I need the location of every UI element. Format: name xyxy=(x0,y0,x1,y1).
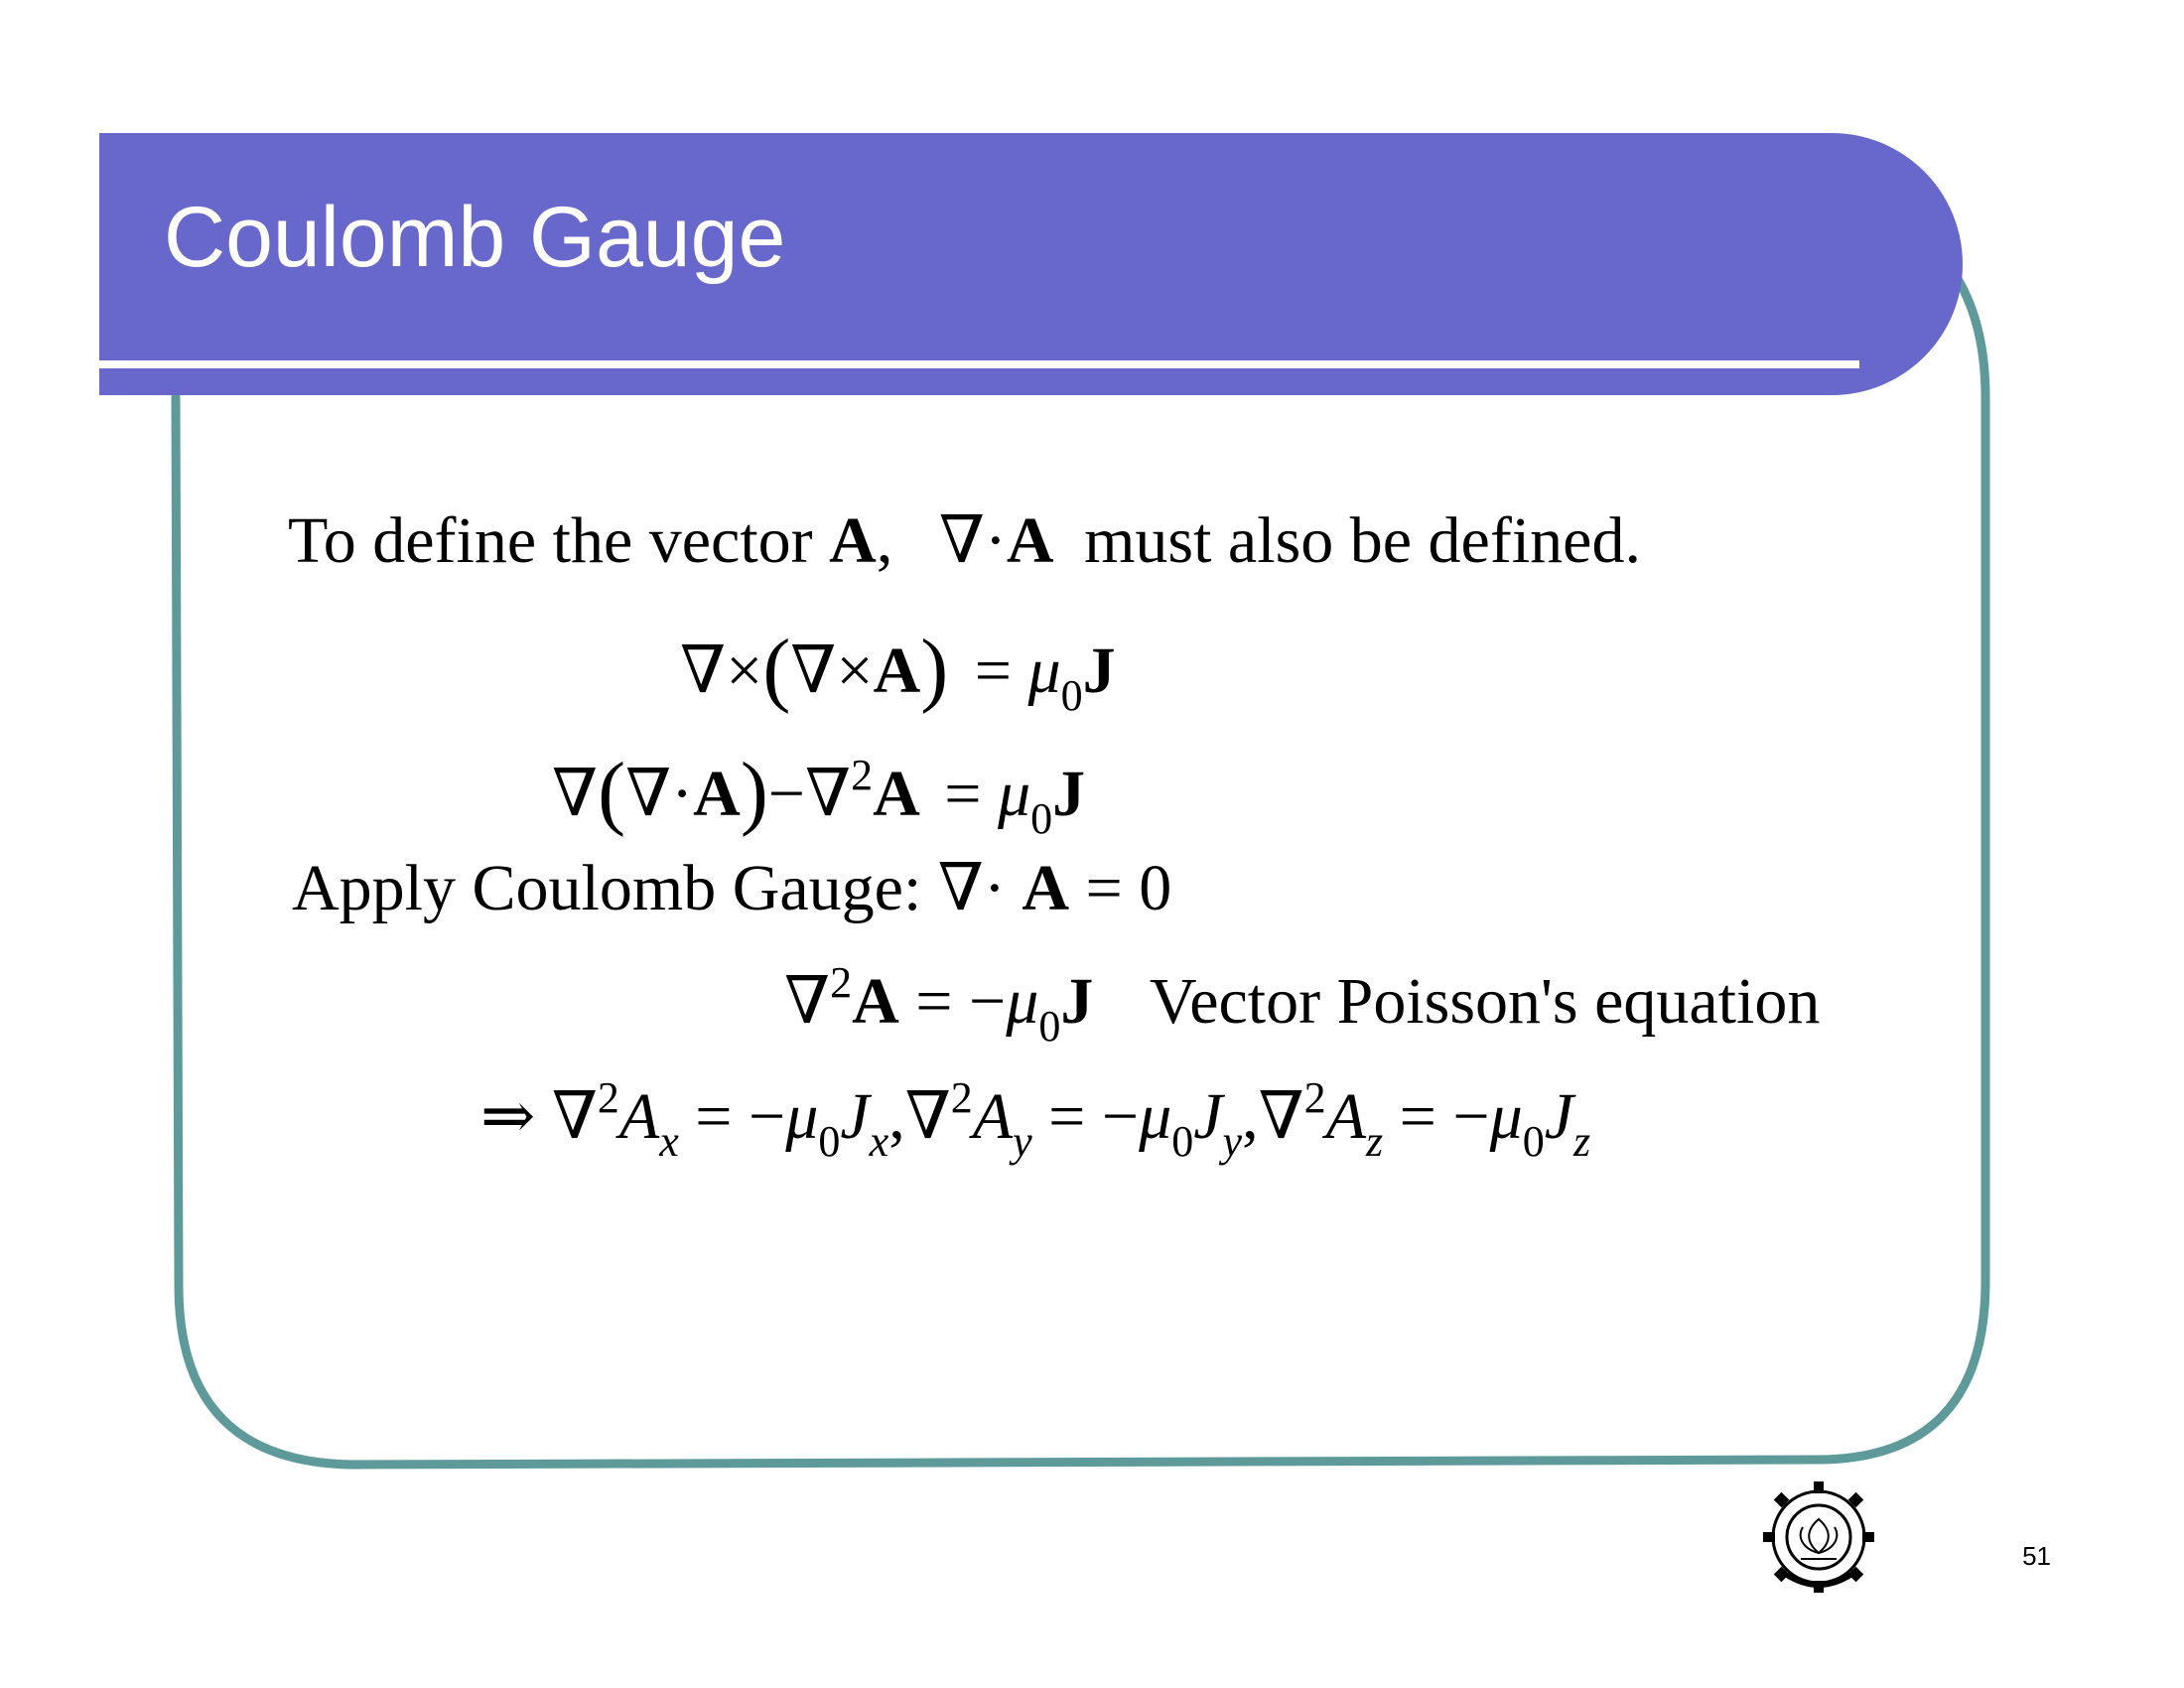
gauge-line xyxy=(292,852,1172,924)
current-density-j: J xyxy=(1060,965,1094,1038)
slide-title: Coulomb Gauge xyxy=(164,190,786,285)
poisson-label: Vector Poisson's equation xyxy=(1149,965,1821,1038)
vector-a: A xyxy=(1006,504,1054,577)
subscript-y: y xyxy=(1013,1117,1032,1166)
a-component: A xyxy=(972,1080,1014,1153)
mu-symbol: μ xyxy=(1139,1080,1172,1153)
current-density-j: J xyxy=(1082,634,1116,707)
j-component: J xyxy=(1193,1080,1223,1153)
equals-minus: = − xyxy=(915,965,1007,1038)
equals-minus: = − xyxy=(695,1080,786,1153)
subscript-z: z xyxy=(1365,1117,1384,1166)
subscript-y: y xyxy=(1222,1117,1243,1166)
minus-laplacian: −∇ xyxy=(767,758,852,830)
vector-a: A xyxy=(852,965,899,1038)
laplacian-operator: ∇ xyxy=(904,1080,951,1153)
subscript-zero: 0 xyxy=(818,1117,841,1166)
j-component: J xyxy=(1544,1080,1573,1153)
vector-a: A xyxy=(873,634,921,707)
institute-emblem-icon xyxy=(1757,1476,1880,1599)
equals-zero: = 0 xyxy=(1085,852,1172,924)
mu-symbol: μ xyxy=(998,758,1031,830)
poisson-equation xyxy=(784,958,1821,1051)
a-component: A xyxy=(618,1080,660,1153)
equals-minus: = − xyxy=(1399,1080,1490,1153)
divergence-operator: ∇· xyxy=(625,758,694,830)
mu-symbol: μ xyxy=(1006,965,1039,1038)
right-paren: ) xyxy=(740,746,768,838)
left-paren: ( xyxy=(762,623,791,715)
vector-a: A xyxy=(693,758,741,830)
subscript-zero: 0 xyxy=(1522,1117,1545,1166)
mu-symbol: μ xyxy=(1027,634,1061,707)
curl-operator: ∇× xyxy=(790,634,874,707)
vector-a: A xyxy=(873,758,920,830)
vector-identity-equation xyxy=(552,746,1086,843)
dot-operator: · xyxy=(984,504,1007,577)
mu-symbol: μ xyxy=(785,1080,819,1153)
laplacian-operator: ∇ xyxy=(551,1080,598,1153)
j-component: J xyxy=(840,1080,870,1153)
right-paren: ) xyxy=(920,623,949,715)
subscript-zero: 0 xyxy=(1038,1002,1061,1051)
superscript-two: 2 xyxy=(851,751,874,799)
subscript-z: z xyxy=(1573,1117,1591,1166)
equals-sign: = xyxy=(974,634,1012,707)
comma: , xyxy=(888,1080,905,1153)
subscript-x: x xyxy=(659,1117,679,1166)
divergence-operator: ∇· xyxy=(937,852,1006,924)
intro-line xyxy=(288,504,1641,577)
equals-sign: = xyxy=(944,758,982,830)
curl-operator: ∇× xyxy=(680,634,763,707)
superscript-two: 2 xyxy=(830,958,853,1007)
current-density-j: J xyxy=(1052,758,1086,830)
gradient-operator: ∇ xyxy=(552,758,599,830)
gauge-text: Apply Coulomb Gauge: xyxy=(292,852,938,924)
page-number: 51 xyxy=(2022,1541,2051,1571)
intro-comma: , xyxy=(876,504,893,577)
vector-a: A xyxy=(829,504,877,577)
subscript-zero: 0 xyxy=(1060,671,1083,720)
superscript-two: 2 xyxy=(950,1073,973,1122)
vector-a: A xyxy=(1022,852,1070,924)
laplacian-operator: ∇ xyxy=(1258,1080,1304,1153)
nabla-symbol: ∇ xyxy=(938,504,985,577)
comma: , xyxy=(1242,1080,1259,1153)
subscript-x: x xyxy=(869,1117,889,1166)
laplacian-operator: ∇ xyxy=(784,965,831,1038)
a-component: A xyxy=(1325,1080,1366,1153)
subscript-zero: 0 xyxy=(1030,794,1053,843)
equals-minus: = − xyxy=(1048,1080,1140,1153)
mu-symbol: μ xyxy=(1489,1080,1523,1153)
subscript-zero: 0 xyxy=(1171,1117,1194,1166)
superscript-two: 2 xyxy=(1303,1073,1326,1122)
component-equations xyxy=(480,1073,1591,1166)
intro-suffix: must also be defined. xyxy=(1084,504,1641,577)
superscript-two: 2 xyxy=(597,1073,619,1122)
left-paren: ( xyxy=(598,746,626,838)
curl-curl-equation xyxy=(680,623,1116,720)
implies-arrow: ⇒ xyxy=(480,1080,536,1153)
intro-prefix: To define the vector xyxy=(288,504,830,577)
